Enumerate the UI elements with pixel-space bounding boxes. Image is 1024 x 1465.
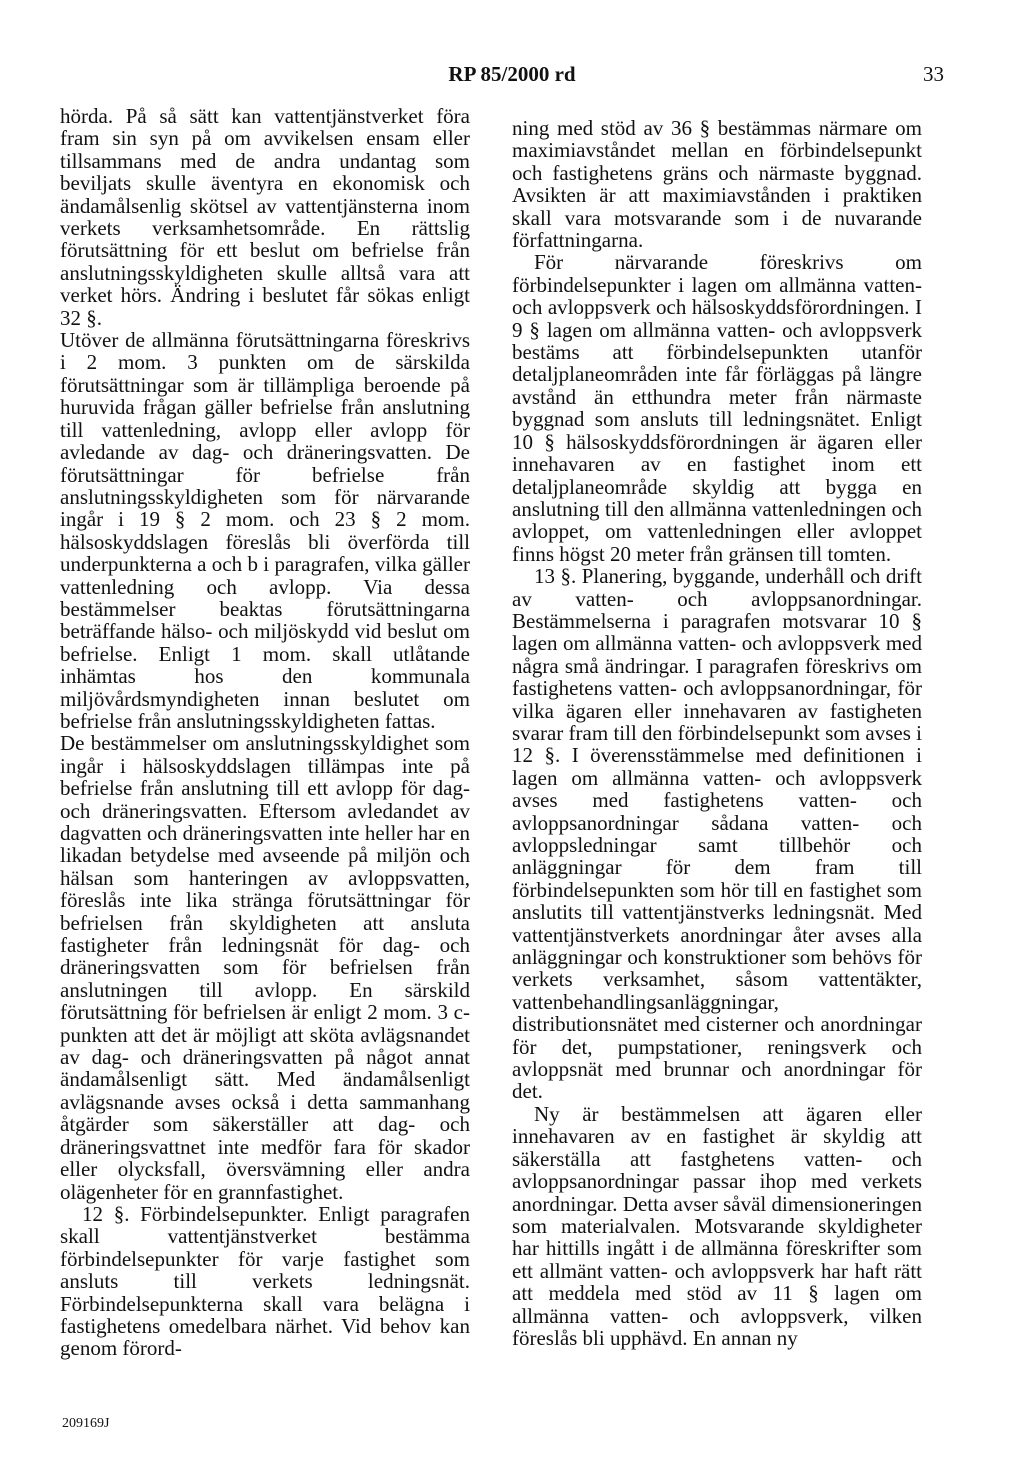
paragraph: Ny är bestämmelsen att ägaren eller innehavaren av en fastighet är skyldig att säkerställa att fastghetens vatten- och avloppsanordningar passar ihop med verkets anordningar. Detta avser såväl dimensioneringen som materialvalen. Motsvarande skyldigheter har hittills ingått i de allmänna föreskrifter som ett allmänt vatten- och avloppsverk har haft rätt att meddela med stöd av 11 § lagen om allmänna vatten- och avloppsverk, vilken föreslås bli upphävd. En annan ny: [512, 1101, 922, 1350]
paragraph: De bestämmelser om anslutningsskyldighet som ingår i hälsoskyddslagen tillämpas inte på befrielse från anslutning till ett avlopp för dag- och dräneringsvatten. Eftersom avledandet av dagvatten och dräneringsvatten inte heller har en likadan betydelse med avseende på miljön och hälsan som hanteringen av avloppsvatten, föreslås inte lika stränga förutsättningar för befrielsen från skyldigheten att ansluta fastigheter från ledningsnät för dag- och dräneringsvatten som för befrielsen från anslutningen till avlopp. En särskild förutsättning för befrielsen är enligt 2 mom. 3 c-punkten att det är möjligt att sköta avlägsnandet av dag- och dräneringsvatten på något annat ändamålsenligt sätt. Med ändamålsenligt avlägsnande avses också i detta sammanhang åtgärder som säkerställer att dag- och dräneringsvattnet inte medför fara för skador eller olycksfall, översvämning eller andra olägenheter för en grannfastighet.: [60, 731, 470, 1204]
footer-print-code: 209169J: [62, 1416, 110, 1431]
document-header-title: RP 85/2000 rd: [448, 62, 576, 86]
left-text-column: [60, 105, 470, 1360]
paragraph: För närvarande föreskrivs om förbindelsepunkter i lagen om allmänna vatten- och avloppsverk och hälsoskyddsförordningen. I 9 § lagen om allmänna vatten- och avloppsverk bestäms att förbindelsepunkten utanför detaljplaneområden inte får förläggas på längre avstånd än etthundra meter från närmaste byggnad som ansluts till ledningsnätet. Enligt 10 § hälsoskyddsförordningen är ägaren eller innehavaren av en fastighet inom ett detaljplaneområde skyldig att bygga en anslutning till den allmänna vattenledningen och avloppet, om vattenledningen eller avloppet finns högst 20 meter från gränsen till tomten.: [512, 250, 922, 566]
right-text-column: [512, 117, 922, 1349]
paragraph: 12 §. Förbindelsepunkter. Enligt paragrafen skall vattentjänstverket bestämma förbindelsepunkter för varje fastighet som ansluts till verkets ledningsnät. Förbindelsepunkterna skall vara belägna i fastighetens omedelbara närhet. Vid behov kan genom förord-: [60, 1201, 470, 1361]
paragraph: 13 §. Planering, byggande, underhåll och drift av vatten- och avloppsanordningar. Bestämmelserna i paragrafen motsvarar 10 § lagen om allmänna vatten- och avloppsverk med några små ändringar. I paragrafen föreskrivs om fastighetens vatten- och avloppsanordningar, för vilka ägaren eller innehavaren av fastigheten svarar fram till den förbindelsepunkt som avses i 12 §. I överensstämmelse med definitionen i lagen om allmänna vatten- och avloppsverk avses med fastighetens vatten- och avloppsanordningar sådana vatten- och avloppsledningar samt tillbehör och anläggningar för dem fram till förbindelsepunkten som hör till en fastighet som anslutits till vattentjänstverks ledningsnät. Med vattentjänstverkets anordningar åter avses alla anläggningar och konstruktioner som behövs för verkets verksamhet, såsom vattentäkter, vattenbehandlingsanläggningar, distributionsnätet med cisterner och anordningar för det, pumpstationer, reningsverk och avloppsnät med brunnar och anordningar för det.: [512, 564, 922, 1104]
page-number: 33: [923, 62, 944, 86]
paragraph: hörda. På så sätt kan vattentjänstverket föra fram sin syn på om avvikelsen ensam eller tillsammans med de andra undantag som beviljats skulle äventyra en ekonomisk och ändamålsenlig skötsel av vattentjänsterna inom verkets verksamhetsområde. En rättslig förutsättning för ett beslut om befrielse från anslutningsskyldigheten skulle alltså vara att verket hörs. Ändring i beslutet får sökas enligt 32 §.: [60, 104, 470, 330]
paragraph: Utöver de allmänna förutsättningarna föreskrivs i 2 mom. 3 punkten om de särskilda förutsättningar som är tillämpliga beroende på huruvida frågan gäller befrielse från anslutning till vattenledning, avlopp eller avlopp för avledande av dag- och dräneringsvatten. De förutsättningar för befrielse från anslutningsskyldigheten som för närvarande ingår i 19 § 2 mom. och 23 § 2 mom. hälsoskyddslagen föreslås bli överförda till underpunkterna a och b i paragrafen, vilka gäller vattenledning och avlopp. Via dessa bestämmelser beaktas förutsättningarna beträffande hälso- och miljöskydd vid beslut om befrielse. Enligt 1 mom. skall utlåtande inhämtas hos den kommunala miljövårdsmyndigheten innan beslutet om befrielse från anslutningsskyldigheten fattas.: [60, 328, 470, 733]
paragraph: ning med stöd av 36 § bestämmas närmare om maximiavståndet mellan en förbindelsepunkt och fastighetens gräns och närmaste byggnad. Avsikten är att maximiavstånden i praktiken skall vara motsvarande som i de nuvarande författningarna.: [512, 116, 922, 253]
